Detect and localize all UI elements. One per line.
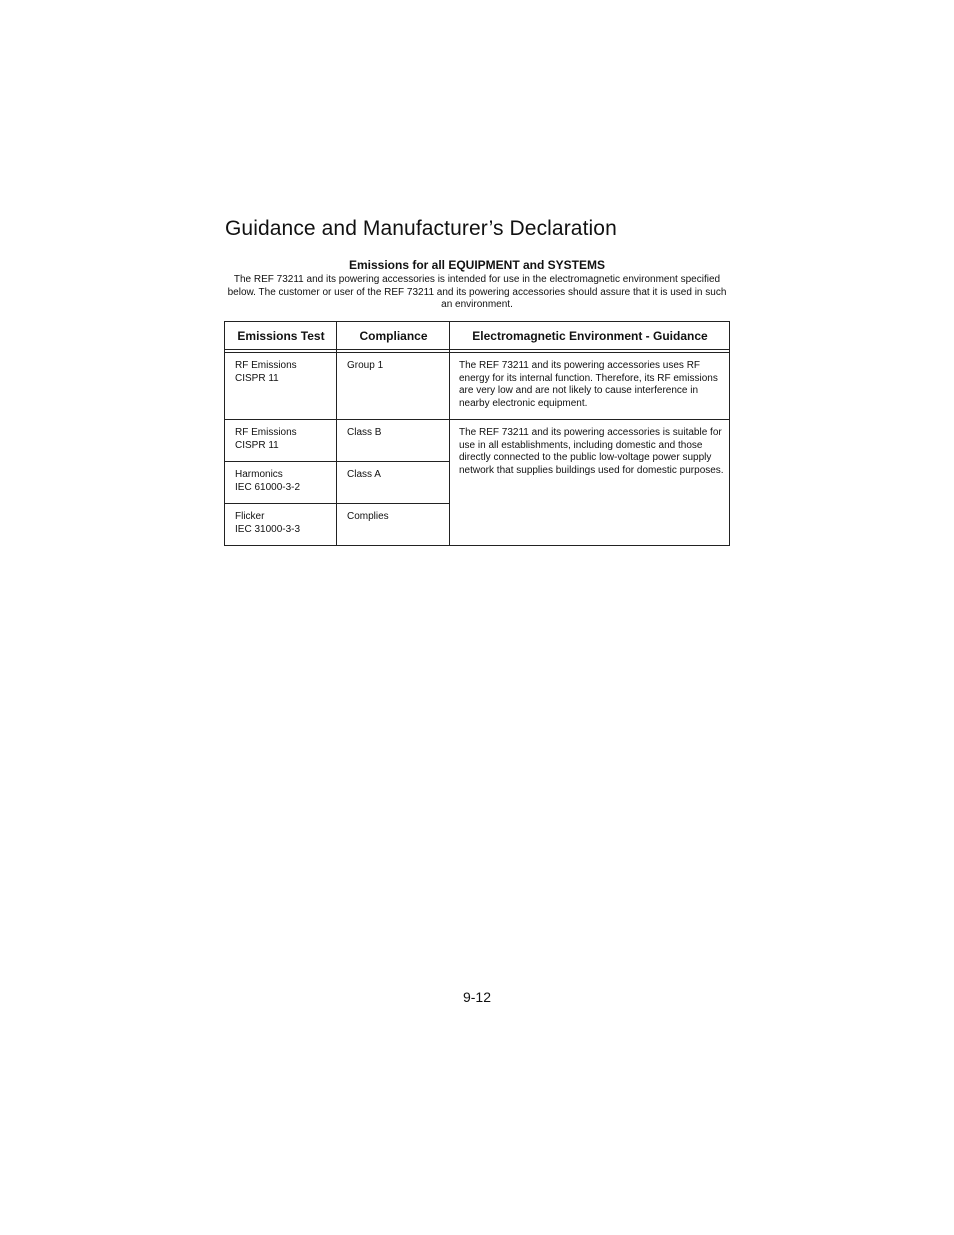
header-rule	[225, 352, 729, 353]
emissions-test-standard: CISPR 11	[235, 439, 279, 451]
emissions-test-name: Flicker	[235, 511, 265, 522]
header-compliance: Compliance	[359, 329, 428, 343]
emissions-test-standard: IEC 31000-3-3	[235, 523, 301, 535]
row-divider	[225, 419, 729, 420]
emissions-test-name: RF Emissions	[235, 360, 297, 371]
emissions-test-standard: IEC 61000-3-2	[235, 481, 301, 493]
table-row	[235, 360, 335, 385]
header-emissions-test: Emissions Test	[237, 329, 325, 343]
page-title: Guidance and Manufacturer’s Declaration	[225, 217, 617, 240]
column-divider	[336, 322, 337, 545]
row-divider	[225, 461, 450, 462]
table-row	[235, 469, 335, 494]
header-rule	[225, 349, 729, 350]
table-row	[235, 511, 335, 536]
emissions-test-name: Harmonics	[235, 469, 283, 480]
guidance-text: The REF 73211 and its powering accessories uses RF energy for its internal function. Therefore, its RF emissions are very low and are not likely to cause interference in nearby electronic equipment.	[459, 360, 718, 409]
table-subtitle: Emissions for all EQUIPMENT and SYSTEMS	[348, 258, 606, 272]
column-divider	[449, 322, 450, 545]
compliance-value: Class A	[347, 469, 381, 480]
emissions-test-standard: CISPR 11	[235, 372, 279, 384]
page-number: 9-12	[462, 989, 492, 1005]
guidance-text: The REF 73211 and its powering accessories is suitable for use in all establishments, including domestic and those directly connected to the public low-voltage power supply network that supplies buildings used for domestic purposes.	[459, 427, 724, 476]
compliance-value: Group 1	[347, 360, 384, 371]
header-guidance: Electromagnetic Environment - Guidance	[472, 329, 708, 343]
intro-paragraph: The REF 73211 and its powering accessories is intended for use in the electromagnetic environment specified below. The customer or user of the REF 73211 and its powering accessories should assure that it is used in such an environment.	[227, 274, 727, 310]
compliance-value: Class B	[347, 427, 382, 438]
row-divider	[225, 503, 450, 504]
compliance-value: Complies	[347, 511, 389, 522]
emissions-table	[224, 321, 730, 546]
table-row	[235, 427, 335, 452]
emissions-test-name: RF Emissions	[235, 427, 297, 438]
